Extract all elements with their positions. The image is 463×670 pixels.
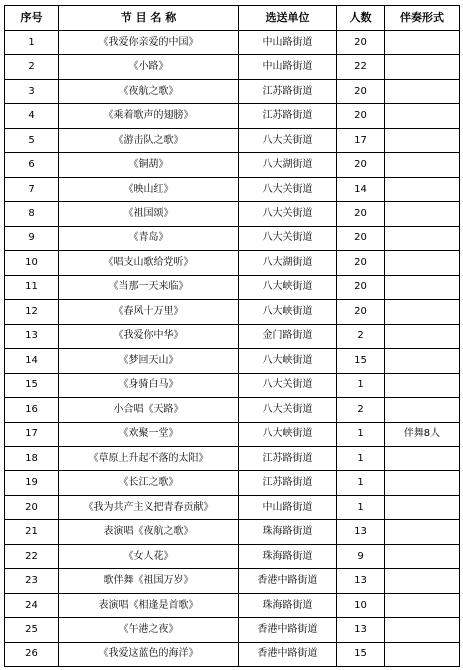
table-row <box>5 373 460 397</box>
cell-accompaniment <box>385 202 460 226</box>
cell-unit: 中山路街道 <box>239 495 337 519</box>
table-row <box>5 324 460 348</box>
cell-unit: 江苏路街道 <box>239 79 337 103</box>
cell-unit: 八大关街道 <box>239 226 337 250</box>
cell-count: 1 <box>337 422 385 446</box>
cell-count: 17 <box>337 128 385 152</box>
cell-accompaniment <box>385 251 460 275</box>
cell-accompaniment <box>385 569 460 593</box>
cell-count: 20 <box>337 202 385 226</box>
cell-number: 22 <box>5 544 59 568</box>
cell-count: 9 <box>337 544 385 568</box>
cell-unit: 珠海路街道 <box>239 544 337 568</box>
cell-accompaniment <box>385 349 460 373</box>
cell-program-name: 《梦回天山》 <box>59 349 239 373</box>
cell-count: 1 <box>337 446 385 470</box>
cell-program-name: 《我为共产主义把青春贡献》 <box>59 495 239 519</box>
cell-number: 23 <box>5 569 59 593</box>
cell-count: 20 <box>337 31 385 55</box>
cell-number: 26 <box>5 642 59 666</box>
cell-accompaniment <box>385 226 460 250</box>
cell-program-name: 《欢聚一堂》 <box>59 422 239 446</box>
table-row <box>5 79 460 103</box>
cell-accompaniment <box>385 128 460 152</box>
cell-unit: 八大湖街道 <box>239 153 337 177</box>
table-row <box>5 471 460 495</box>
cell-unit: 八大峡街道 <box>239 275 337 299</box>
table-row <box>5 642 460 666</box>
cell-number: 1 <box>5 31 59 55</box>
cell-number: 25 <box>5 618 59 642</box>
cell-accompaniment <box>385 373 460 397</box>
cell-accompaniment <box>385 275 460 299</box>
table-row <box>5 593 460 617</box>
header-program-name: 节 目 名 称 <box>59 6 239 31</box>
cell-number: 10 <box>5 251 59 275</box>
cell-program-name: 《祖国颂》 <box>59 202 239 226</box>
table-row <box>5 544 460 568</box>
table-row <box>5 202 460 226</box>
cell-accompaniment <box>385 618 460 642</box>
cell-unit: 江苏路街道 <box>239 446 337 470</box>
cell-count: 2 <box>337 324 385 348</box>
cell-count: 20 <box>337 275 385 299</box>
cell-unit: 八大关街道 <box>239 177 337 201</box>
cell-program-name: 《我爱这蓝色的海洋》 <box>59 642 239 666</box>
cell-number: 3 <box>5 79 59 103</box>
cell-count: 20 <box>337 300 385 324</box>
table-row <box>5 275 460 299</box>
cell-unit: 珠海路街道 <box>239 520 337 544</box>
cell-accompaniment <box>385 153 460 177</box>
header-accompaniment: 伴奏形式 <box>385 6 460 31</box>
cell-unit: 江苏路街道 <box>239 471 337 495</box>
cell-program-name: 《当那一天来临》 <box>59 275 239 299</box>
table-row <box>5 226 460 250</box>
table-row <box>5 520 460 544</box>
cell-count: 13 <box>337 569 385 593</box>
table-row <box>5 31 460 55</box>
header-count: 人数 <box>337 6 385 31</box>
cell-program-name: 《草原上升起不落的太阳》 <box>59 446 239 470</box>
cell-number: 2 <box>5 55 59 79</box>
cell-number: 20 <box>5 495 59 519</box>
cell-accompaniment <box>385 398 460 422</box>
cell-program-name: 歌伴舞《祖国万岁》 <box>59 569 239 593</box>
table-body <box>5 31 460 667</box>
cell-program-name: 表演唱《相逢是首歌》 <box>59 593 239 617</box>
cell-number: 8 <box>5 202 59 226</box>
cell-unit: 香港中路街道 <box>239 618 337 642</box>
cell-count: 20 <box>337 251 385 275</box>
cell-program-name: 《游击队之歌》 <box>59 128 239 152</box>
cell-number: 4 <box>5 104 59 128</box>
cell-accompaniment <box>385 520 460 544</box>
cell-number: 5 <box>5 128 59 152</box>
cell-unit: 珠海路街道 <box>239 593 337 617</box>
header-unit: 选送单位 <box>239 6 337 31</box>
cell-count: 13 <box>337 618 385 642</box>
cell-count: 15 <box>337 642 385 666</box>
cell-number: 19 <box>5 471 59 495</box>
cell-count: 10 <box>337 593 385 617</box>
table-row <box>5 177 460 201</box>
table-row <box>5 422 460 446</box>
program-table-container <box>4 5 460 667</box>
cell-accompaniment <box>385 446 460 470</box>
cell-number: 21 <box>5 520 59 544</box>
cell-program-name: 《唱支山歌给党听》 <box>59 251 239 275</box>
cell-accompaniment: 伴舞8人 <box>385 422 460 446</box>
cell-program-name: 《我爱你亲爱的中国》 <box>59 31 239 55</box>
table-row <box>5 128 460 152</box>
cell-accompaniment <box>385 177 460 201</box>
cell-program-name: 《乘着歌声的翅膀》 <box>59 104 239 128</box>
cell-program-name: 《长江之歌》 <box>59 471 239 495</box>
cell-program-name: 《我爱你中华》 <box>59 324 239 348</box>
cell-count: 1 <box>337 373 385 397</box>
table-row <box>5 300 460 324</box>
cell-unit: 香港中路街道 <box>239 569 337 593</box>
cell-number: 18 <box>5 446 59 470</box>
cell-accompaniment <box>385 593 460 617</box>
cell-number: 7 <box>5 177 59 201</box>
header-number: 序号 <box>5 6 59 31</box>
cell-count: 14 <box>337 177 385 201</box>
cell-number: 9 <box>5 226 59 250</box>
cell-program-name: 《小路》 <box>59 55 239 79</box>
table-row <box>5 349 460 373</box>
cell-unit: 八大关街道 <box>239 202 337 226</box>
cell-program-name: 《映山红》 <box>59 177 239 201</box>
cell-program-name: 小合唱《天路》 <box>59 398 239 422</box>
table-header-row <box>5 6 460 31</box>
cell-program-name: 《身骑白马》 <box>59 373 239 397</box>
cell-unit: 八大峡街道 <box>239 422 337 446</box>
cell-unit: 金门路街道 <box>239 324 337 348</box>
cell-accompaniment <box>385 324 460 348</box>
table-row <box>5 104 460 128</box>
cell-program-name: 《夜航之歌》 <box>59 79 239 103</box>
cell-count: 1 <box>337 471 385 495</box>
cell-number: 12 <box>5 300 59 324</box>
cell-accompaniment <box>385 495 460 519</box>
cell-number: 17 <box>5 422 59 446</box>
cell-unit: 八大峡街道 <box>239 300 337 324</box>
cell-accompaniment <box>385 55 460 79</box>
cell-count: 1 <box>337 495 385 519</box>
cell-accompaniment <box>385 104 460 128</box>
cell-count: 2 <box>337 398 385 422</box>
cell-accompaniment <box>385 544 460 568</box>
cell-number: 14 <box>5 349 59 373</box>
cell-count: 13 <box>337 520 385 544</box>
cell-unit: 香港中路街道 <box>239 642 337 666</box>
cell-unit: 八大关街道 <box>239 398 337 422</box>
table-row <box>5 398 460 422</box>
cell-count: 20 <box>337 104 385 128</box>
cell-number: 24 <box>5 593 59 617</box>
cell-count: 20 <box>337 153 385 177</box>
table-row <box>5 569 460 593</box>
cell-unit: 江苏路街道 <box>239 104 337 128</box>
cell-count: 20 <box>337 79 385 103</box>
cell-unit: 八大关街道 <box>239 373 337 397</box>
cell-program-name: 《午港之夜》 <box>59 618 239 642</box>
cell-number: 11 <box>5 275 59 299</box>
cell-unit: 八大关街道 <box>239 128 337 152</box>
cell-count: 15 <box>337 349 385 373</box>
cell-program-name: 《铜葫》 <box>59 153 239 177</box>
cell-accompaniment <box>385 471 460 495</box>
cell-count: 20 <box>337 226 385 250</box>
program-table <box>4 5 460 667</box>
cell-unit: 八大湖街道 <box>239 251 337 275</box>
table-row <box>5 55 460 79</box>
table-row <box>5 446 460 470</box>
cell-accompaniment <box>385 642 460 666</box>
cell-count: 22 <box>337 55 385 79</box>
cell-accompaniment <box>385 300 460 324</box>
cell-unit: 八大峡街道 <box>239 349 337 373</box>
table-row <box>5 251 460 275</box>
cell-program-name: 《春风十万里》 <box>59 300 239 324</box>
cell-accompaniment <box>385 79 460 103</box>
table-row <box>5 618 460 642</box>
cell-unit: 中山路街道 <box>239 31 337 55</box>
table-row <box>5 153 460 177</box>
cell-number: 13 <box>5 324 59 348</box>
cell-unit: 中山路街道 <box>239 55 337 79</box>
cell-number: 15 <box>5 373 59 397</box>
cell-number: 6 <box>5 153 59 177</box>
cell-program-name: 《女人花》 <box>59 544 239 568</box>
cell-program-name: 表演唱《夜航之歌》 <box>59 520 239 544</box>
table-row <box>5 495 460 519</box>
cell-program-name: 《青岛》 <box>59 226 239 250</box>
cell-accompaniment <box>385 31 460 55</box>
cell-number: 16 <box>5 398 59 422</box>
